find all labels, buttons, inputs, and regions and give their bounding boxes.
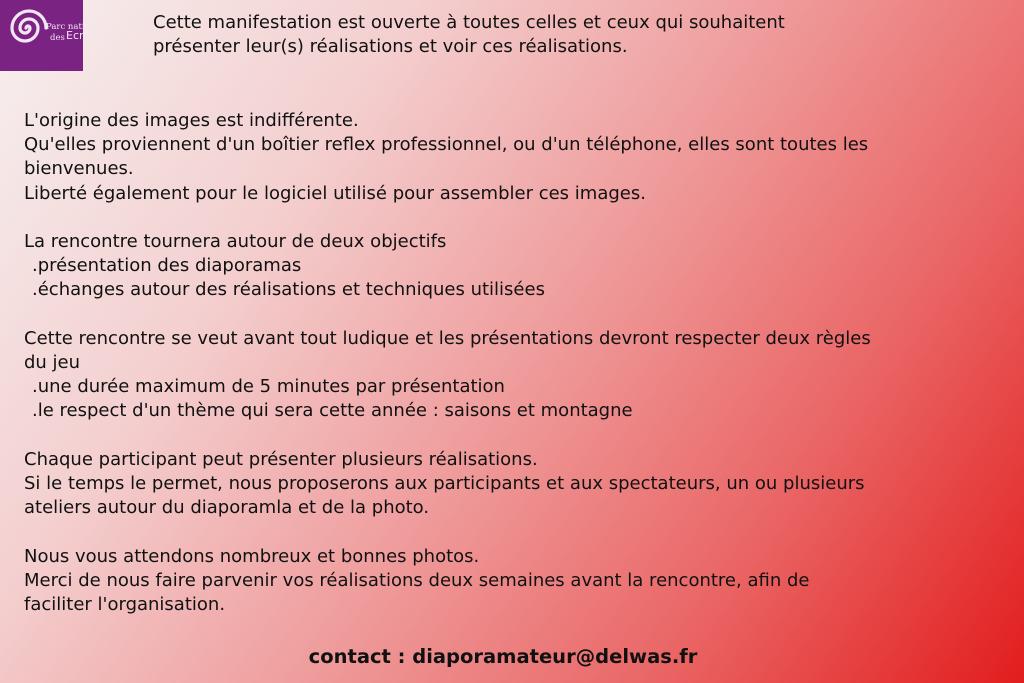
contact-email[interactable]: contact : diaporamateur@delwas.fr xyxy=(308,645,698,668)
text-line: Si le temps le permet, nous proposerons aux participants et aux spectateurs, un ou plusieurs xyxy=(24,473,865,494)
paragraph-images xyxy=(24,109,1014,206)
intro-line: Cette manifestation est ouverte à toutes celles et ceux qui souhaitent xyxy=(153,12,785,33)
paragraph-closing xyxy=(24,545,1014,618)
logo-text-ecrins: Ecrins xyxy=(66,29,100,42)
text-line: faciliter l'organisation. xyxy=(24,594,226,615)
text-line: La rencontre tournera autour de deux objectifs xyxy=(24,231,447,252)
paragraph-objectives xyxy=(24,230,1014,303)
announcement-body xyxy=(24,109,1014,641)
intro-text xyxy=(153,11,1013,59)
objective-item: .présentation des diaporamas xyxy=(32,255,302,277)
rule-item: .le respect d'un thème qui sera cette année : saisons et montagne xyxy=(32,400,633,422)
paragraph-participants xyxy=(24,448,1014,521)
text-line: Liberté également pour le logiciel utilisé pour assembler ces images. xyxy=(24,182,646,204)
objective-item: .échanges autour des réalisations et techniques utilisées xyxy=(32,279,545,301)
logo-text-parc-national: Parc national xyxy=(46,22,103,32)
text-line: Qu'elles proviennent d'un boîtier reflex professionnel, ou d'un téléphone, elles sont toutes les xyxy=(24,134,869,156)
logo-text-des: des xyxy=(50,33,65,43)
text-line: Cette rencontre se veut avant tout ludique et les présentations devront respecter deux règles xyxy=(24,327,871,349)
text-line: L'origine des images est indifférente. xyxy=(24,110,359,131)
park-logo xyxy=(0,0,103,71)
text-line: Nous vous attendons nombreux et bonnes photos. xyxy=(24,545,480,567)
text-line: du jeu xyxy=(24,352,81,373)
spiral-emblem-icon xyxy=(6,6,50,50)
text-line: Chaque participant peut présenter plusieurs réalisations. xyxy=(24,448,538,470)
paragraph-rules xyxy=(24,327,1014,424)
rule-item: .une durée maximum de 5 minutes par présentation xyxy=(32,376,505,398)
text-line: Merci de nous faire parvenir vos réalisations deux semaines avant la rencontre, afin de xyxy=(24,569,810,591)
text-line: ateliers autour du diaporamla et de la photo. xyxy=(24,497,430,519)
intro-line: présenter leur(s) réalisations et voir ces réalisations. xyxy=(153,36,628,57)
text-line: bienvenues. xyxy=(24,158,134,180)
